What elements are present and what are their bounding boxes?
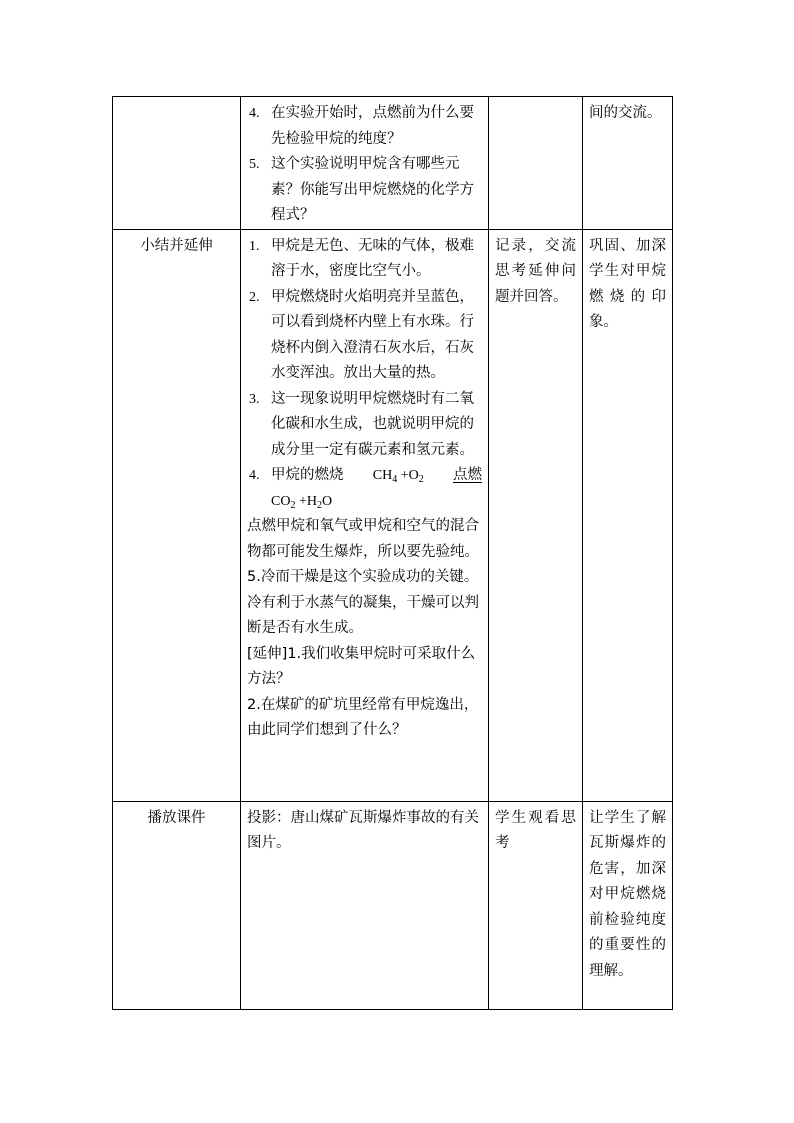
lesson-plan-table: [112, 96, 673, 1010]
design-intent-cell: 巩固、加深学生对甲烷燃烧的印象。: [583, 229, 673, 801]
list-item: 3. 这一现象说明甲烷燃烧时有二氧化碳和水生成，也就说明甲烷的成分里一定有碳元素和氢元素。: [249, 390, 474, 458]
teacher-activity-cell: [241, 229, 489, 801]
table-row: [113, 801, 673, 1009]
reaction-condition: 点燃: [453, 467, 482, 483]
list-item: 1. 甲烷是无色、无味的气体，极难溶于水，密度比空气小。: [249, 237, 474, 279]
reactants: $CH_4 +O_2$: [372, 468, 424, 485]
products: $CO_2 +H_2O$: [271, 493, 333, 511]
list-item: 2. 甲烷燃烧时火焰明亮并呈蓝色，可以看到烧杯内壁上有水珠。行烧杯内倒入澄清石灰水后，石灰水变浑浊。放出大量的热。: [249, 288, 474, 381]
table-row: [113, 97, 673, 230]
student-activity-cell: [489, 97, 583, 230]
question-list: [247, 101, 482, 229]
design-intent-cell: 间的交流。: [583, 97, 673, 230]
extension-question-2: 2.在煤矿的矿坑里经常有甲烷逸出，由此同学们想到了什么？: [247, 696, 479, 738]
list-item: 4. 在实验开始时，点燃前为什么要先检验甲烷的纯度？: [249, 105, 474, 147]
summary-list: [247, 234, 482, 515]
equation-item: 4. 甲烷的燃烧 $CH_4 +O_2$ 点燃 $CO_2 +H_2O$: [247, 463, 482, 514]
stage-label-cell: 播放课件: [113, 801, 241, 1009]
teacher-activity-cell: 投影：唐山煤矿瓦斯爆炸事故的有关图片。: [241, 801, 489, 1009]
point-5-paragraph: 5.冷而干燥是这个实验成功的关键。冷有利于水蒸气的凝集，干燥可以判断是否有水生成。: [247, 569, 479, 636]
stage-label-cell: [113, 97, 241, 230]
student-activity-cell: 学生观看思考: [489, 801, 583, 1009]
design-intent-cell: 让学生了解瓦斯爆炸的危害，加深对甲烷燃烧前检验纯度的重要性的理解。: [583, 801, 673, 1009]
ignite-paragraph: 点燃甲烷和氧气或甲烷和空气的混合物都可能发生爆炸，所以要先验纯。: [247, 518, 479, 560]
equation-prefix: 甲烷的燃烧: [271, 467, 344, 483]
teacher-activity-cell: [241, 97, 489, 230]
stage-label-cell: 小结并延伸: [113, 229, 241, 801]
table-row: [113, 229, 673, 801]
extension-question-1: [延伸]1.我们收集甲烷时可采取什么方法？: [247, 645, 476, 687]
list-item: 5. 这个实验说明甲烷含有哪些元素？你能写出甲烷燃烧的化学方程式？: [249, 156, 474, 223]
student-activity-cell: 记录，交流思考延伸问题并回答。: [489, 229, 583, 801]
